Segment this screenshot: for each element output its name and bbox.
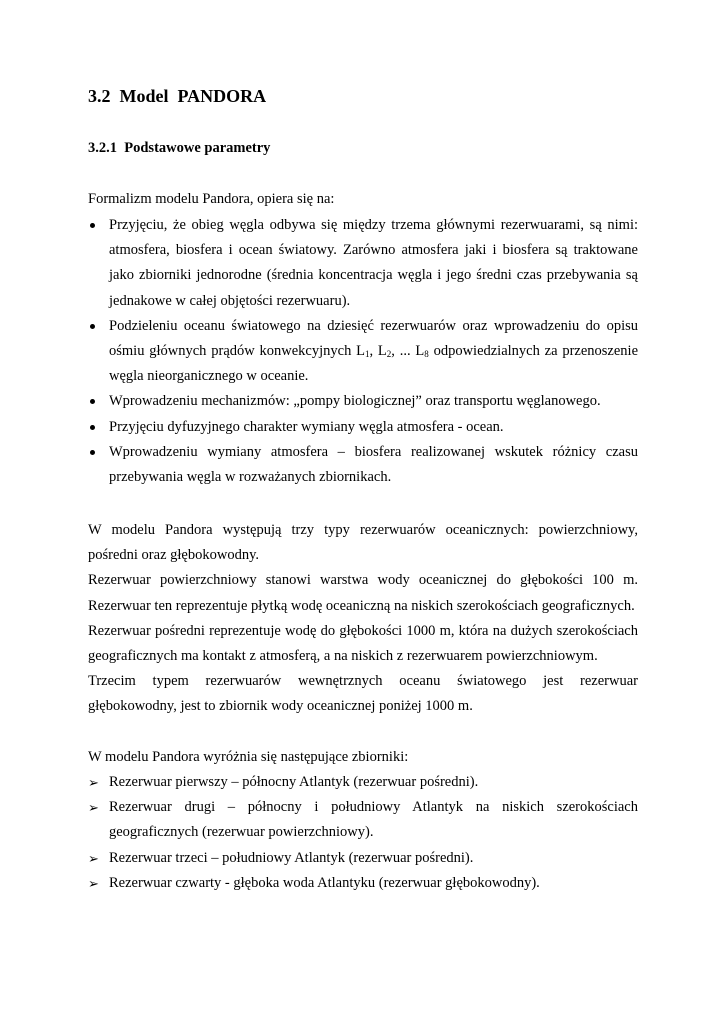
types-paragraph <box>88 518 638 720</box>
list-item <box>88 846 638 871</box>
list-item-text: Rezerwuar drugi – północny i południowy Atlantyk na niskich szerokościach geograficznych (rezerwuar powierzchniowy). <box>109 799 638 841</box>
list-item-text: Rezerwuar trzeci – południowy Atlantyk (rezerwuar pośredni). <box>109 849 474 866</box>
arrow-bullet-icon: ➢ <box>88 800 99 816</box>
subscript: 8 <box>424 349 429 360</box>
list-item <box>88 314 638 390</box>
paragraph-deep: Trzecim typem rezerwuarów wewnętrznych oceanu światowego jest rezerwuar głębokowodny, jest to zbiornik wody oceanicznej poniżej 1000 m. <box>88 673 638 715</box>
arrow-bullet-icon: ➢ <box>88 875 99 891</box>
intro-paragraph: Formalizm modelu Pandora, opiera się na: <box>88 191 335 207</box>
list-item <box>88 213 638 314</box>
list-item <box>88 871 638 896</box>
arrow-bullet-icon: ➢ <box>88 775 99 790</box>
list-item <box>88 440 638 490</box>
subscript: 1 <box>365 349 370 360</box>
subscript: 2 <box>386 349 392 360</box>
section-title: 3.2 Model PANDORA <box>88 86 267 106</box>
paragraph-types: W modelu Pandora występują trzy typy rezerwuarów oceanicznych: powierzchniowy, pośredni oraz głębokowodny. <box>88 522 638 564</box>
list-item <box>88 415 638 440</box>
paragraph-intermediate: Rezerwuar pośredni reprezentuje wodę do głębokości 1000 m, która na dużych szerokościach geograficznych ma kontakt z atmosferą, a na niskich z rezerwuarem powierzchniowym. <box>88 622 638 665</box>
arrow-bullet-icon: ➢ <box>88 850 99 866</box>
list-item <box>88 389 638 414</box>
list-item-text: Wprowadzeniu mechanizmów: „pompy biologicznej” oraz transportu węglanowego. <box>109 393 601 410</box>
paragraph-surface: Rezerwuar powierzchniowy stanowi warstwa wody oceanicznej do głębokości 100 m. Rezerwuar ten reprezentuje płytką wodę oceaniczną na niskich szerokościach geograficznych. <box>88 572 638 614</box>
list-item-text: Rezerwuar czwarty - głęboka woda Atlantyku (rezerwuar głębokowodny). <box>109 874 540 891</box>
list-item-text: Rezerwuar pierwszy – północny Atlantyk (rezerwuar pośredni). <box>109 774 479 790</box>
list-item-text: Podzieleniu oceanu światowego na dziesięć rezerwuarów oraz wprowadzeniu do opisu ośmiu głównych prądów konwekcyjnych $L_1$, $L_2$, ... $L_8$ odpowiedzialnych za przenoszenie węgla nieorganicznego w oceanie. <box>109 317 639 385</box>
intro2-paragraph: W modelu Pandora wyróżnia się następujące zbiorniki: <box>88 749 409 765</box>
subsection-title: 3.2.1 Podstawowe parametry <box>88 140 271 156</box>
list-item <box>88 795 638 845</box>
assumptions-list <box>88 213 638 490</box>
reservoirs-list <box>88 770 638 896</box>
list-item-text: Przyjęciu dyfuzyjnego charakter wymiany węgla atmosfera - ocean. <box>109 418 504 435</box>
list-item-text: Wprowadzeniu wymiany atmosfera – biosfera realizowanej wskutek różnicy czasu przebywania węgla w rozważanych zbiornikach. <box>109 443 638 486</box>
list-item-text: Przyjęciu, że obieg węgla odbywa się między trzema głównymi rezerwuarami, są nimi: atmosfera, biosfera i ocean światowy. Zarówno atmosfera jaki i biosfera są traktowane jako zbiorniki jednorodne (średnia koncentracja węgla i jego średni czas przebywania są jednakowe w całej objętości rezerwuaru). <box>109 217 638 309</box>
list-item <box>88 770 638 795</box>
